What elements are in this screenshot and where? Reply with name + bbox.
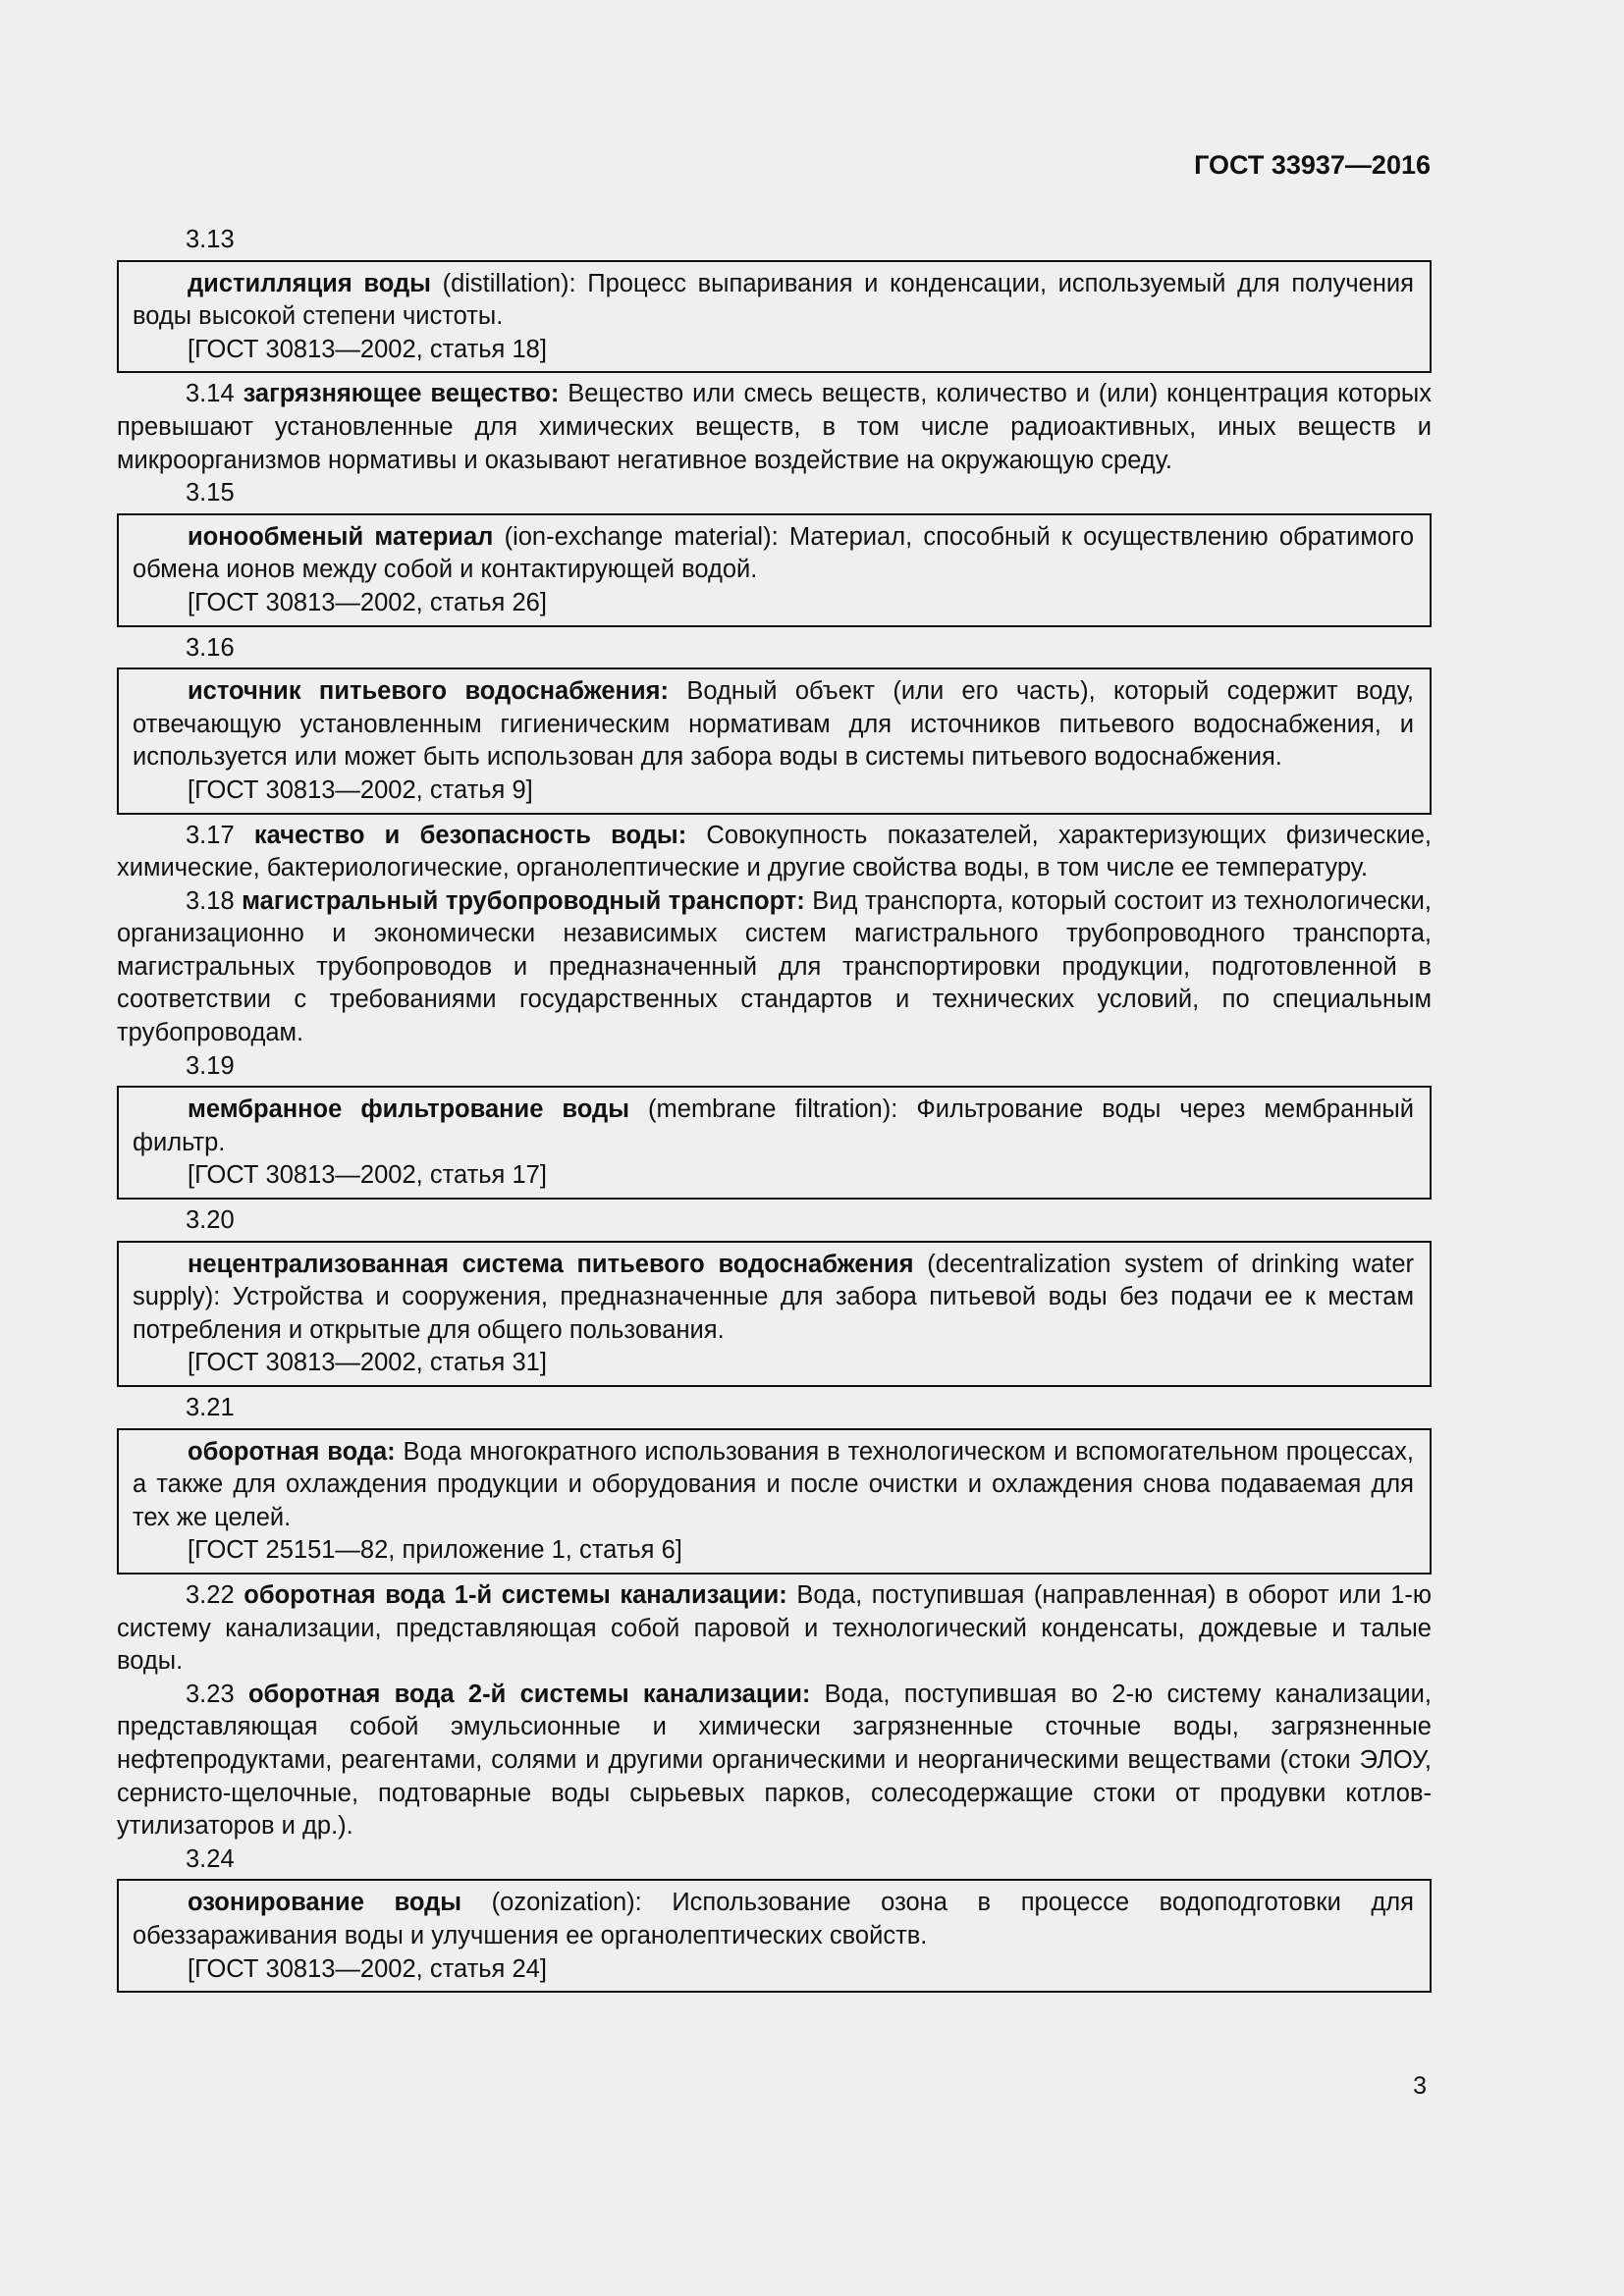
term-text: (decentralization system of drinking water supply): Устройства и сооружения, предназначенные для забора питьевой воды без подачи ее к местам потребления и открытые для общего пользования. xyxy=(133,1250,1414,1344)
term-text: (ozonization): Использование озона в процессе водоподготовки для обеззараживания воды и улучшения ее органолептических свойств. xyxy=(133,1889,1414,1949)
term-definition xyxy=(133,675,1414,774)
entry-number: 3.20 xyxy=(186,1206,235,1235)
term-source-reference: [ГОСТ 30813—2002, статья 26] xyxy=(188,588,547,616)
term-source-reference: [ГОСТ 30813—2002, статья 24] xyxy=(188,1954,547,1983)
term-text: (distillation): Процесс выпаривания и конденсации, используемый для получения воды высокой степени чистоты. xyxy=(133,269,1414,331)
term-name: озонирование воды xyxy=(188,1889,462,1917)
term-definition xyxy=(133,1436,1414,1535)
term-text: Вид транспорта, который состоит из технологически, организационно и экономически независимых систем магистрального трубопроводного транспорта, магистральных трубопроводов и предназначенный для транспортировки продукции, подготовленной в соответствии с требованиями государственных стандартов и технических условий, по специальным трубопроводам. xyxy=(117,886,1432,1047)
entry-number: 3.13 xyxy=(186,226,235,253)
term-definition-box xyxy=(117,513,1432,627)
entry-number: 3.19 xyxy=(186,1051,235,1080)
term-name: загрязняющее вещество: xyxy=(243,380,560,408)
term-text: Вода, поступившая во 2-ю систему канализации, представляющая собой эмульсионные и химически загрязненные сточные воды, загрязненные нефтепродуктами, реагентами, солями и другими органическими и неорганическими веществами (стоки ЭЛОУ, сернисто-щелочные, подтоварные воды сырьевых парков, солесодержащие стоки от продувки котлов-утилизаторов и др.). xyxy=(117,1680,1432,1841)
term-text: (membrane filtration): Фильтрование воды через мембранный фильтр. xyxy=(133,1095,1414,1156)
term-definition-paragraph xyxy=(117,1679,1432,1843)
term-definition-box xyxy=(117,1879,1432,1993)
page-number: 3 xyxy=(1413,2072,1427,2100)
term-source-reference: [ГОСТ 30813—2002, статья 17] xyxy=(188,1161,547,1190)
entry-number: 3.14 xyxy=(186,380,235,408)
document-number-header: ГОСТ 33937—2016 xyxy=(1194,150,1431,180)
term-text: Водный объект (или его часть), который содержит воду, отвечающую установленным гигиеническим нормативам для источников питьевого водоснабжения, и используется или может быть использован для забора воды в системы питьевого водоснабжения. xyxy=(133,677,1414,772)
term-text: Вода многократного использования в технологическом и вспомогательном процессах, а также для охлаждения продукции и оборудования и после очистки и охлаждения снова подаваемая для тех же целей. xyxy=(133,1437,1414,1531)
term-text: Вещество или смесь веществ, количество и (или) концентрация которых превышают установленные для химических веществ, в том числе радиоактивных, иных веществ и микроорганизмов нормативы и оказывают негативное воздействие на окружающую среду. xyxy=(117,380,1432,474)
term-definition-paragraph xyxy=(117,378,1432,477)
entry-number: 3.22 xyxy=(186,1580,235,1609)
term-text: (ion-exchange material): Материал, способный к осуществлению обратимого обмена ионов между собой и контактирующей водой. xyxy=(133,522,1414,584)
terms-content xyxy=(117,224,1432,1998)
term-definition xyxy=(133,1887,1414,1952)
term-source-reference: [ГОСТ 25151—82, приложение 1, статья 6] xyxy=(188,1536,682,1565)
term-definition-paragraph xyxy=(117,1579,1432,1679)
term-name: ионообменый материал xyxy=(188,522,494,551)
entry-number: 3.23 xyxy=(186,1680,235,1708)
term-text: Вода, поступившая (направленная) в оборот или 1-ю систему канализации, представляющая собой паровой и технологический конденсаты, дождевые и талые воды. xyxy=(117,1580,1433,1676)
term-definition-box xyxy=(117,667,1432,814)
term-definition xyxy=(133,521,1414,587)
term-name: оборотная вода 2-й системы канализации: xyxy=(247,1680,811,1708)
term-definition-paragraph xyxy=(117,885,1432,1050)
term-name: оборотная вода 1-й системы канализации: xyxy=(244,1580,787,1609)
term-definition xyxy=(133,268,1414,334)
term-definition xyxy=(133,1094,1414,1159)
term-name: источник питьевого водоснабжения: xyxy=(188,677,670,706)
entry-number: 3.15 xyxy=(186,479,235,507)
term-definition-box xyxy=(117,260,1432,374)
entry-number: 3.16 xyxy=(186,633,235,662)
term-source-reference: [ГОСТ 30813—2002, статья 9] xyxy=(188,775,533,804)
term-text: Совокупность показателей, характеризующих физические, химические, бактериологические, органолептические и другие свойства воды, в том числе ее температуру. xyxy=(117,821,1432,882)
term-source-reference: [ГОСТ 30813—2002, статья 31] xyxy=(188,1349,547,1377)
entry-number: 3.18 xyxy=(186,886,235,915)
term-name: магистральный трубопроводный транспорт: xyxy=(242,886,805,915)
entry-number: 3.24 xyxy=(186,1844,235,1873)
term-name: дистилляция воды xyxy=(188,269,431,297)
term-definition xyxy=(133,1249,1414,1348)
term-definition-paragraph xyxy=(117,820,1432,885)
term-name: качество и безопасность воды: xyxy=(253,821,687,849)
term-name: нецентрализованная система питьевого водоснабжения xyxy=(188,1250,914,1278)
entry-number: 3.21 xyxy=(186,1394,235,1421)
entry-number: 3.17 xyxy=(186,821,235,849)
term-definition-box xyxy=(117,1241,1432,1387)
term-name: мембранное фильтрование воды xyxy=(188,1095,629,1124)
term-name: оборотная вода: xyxy=(188,1437,396,1466)
term-definition-box xyxy=(117,1428,1432,1575)
term-source-reference: [ГОСТ 30813—2002, статья 18] xyxy=(188,335,547,363)
term-definition-box xyxy=(117,1086,1432,1200)
